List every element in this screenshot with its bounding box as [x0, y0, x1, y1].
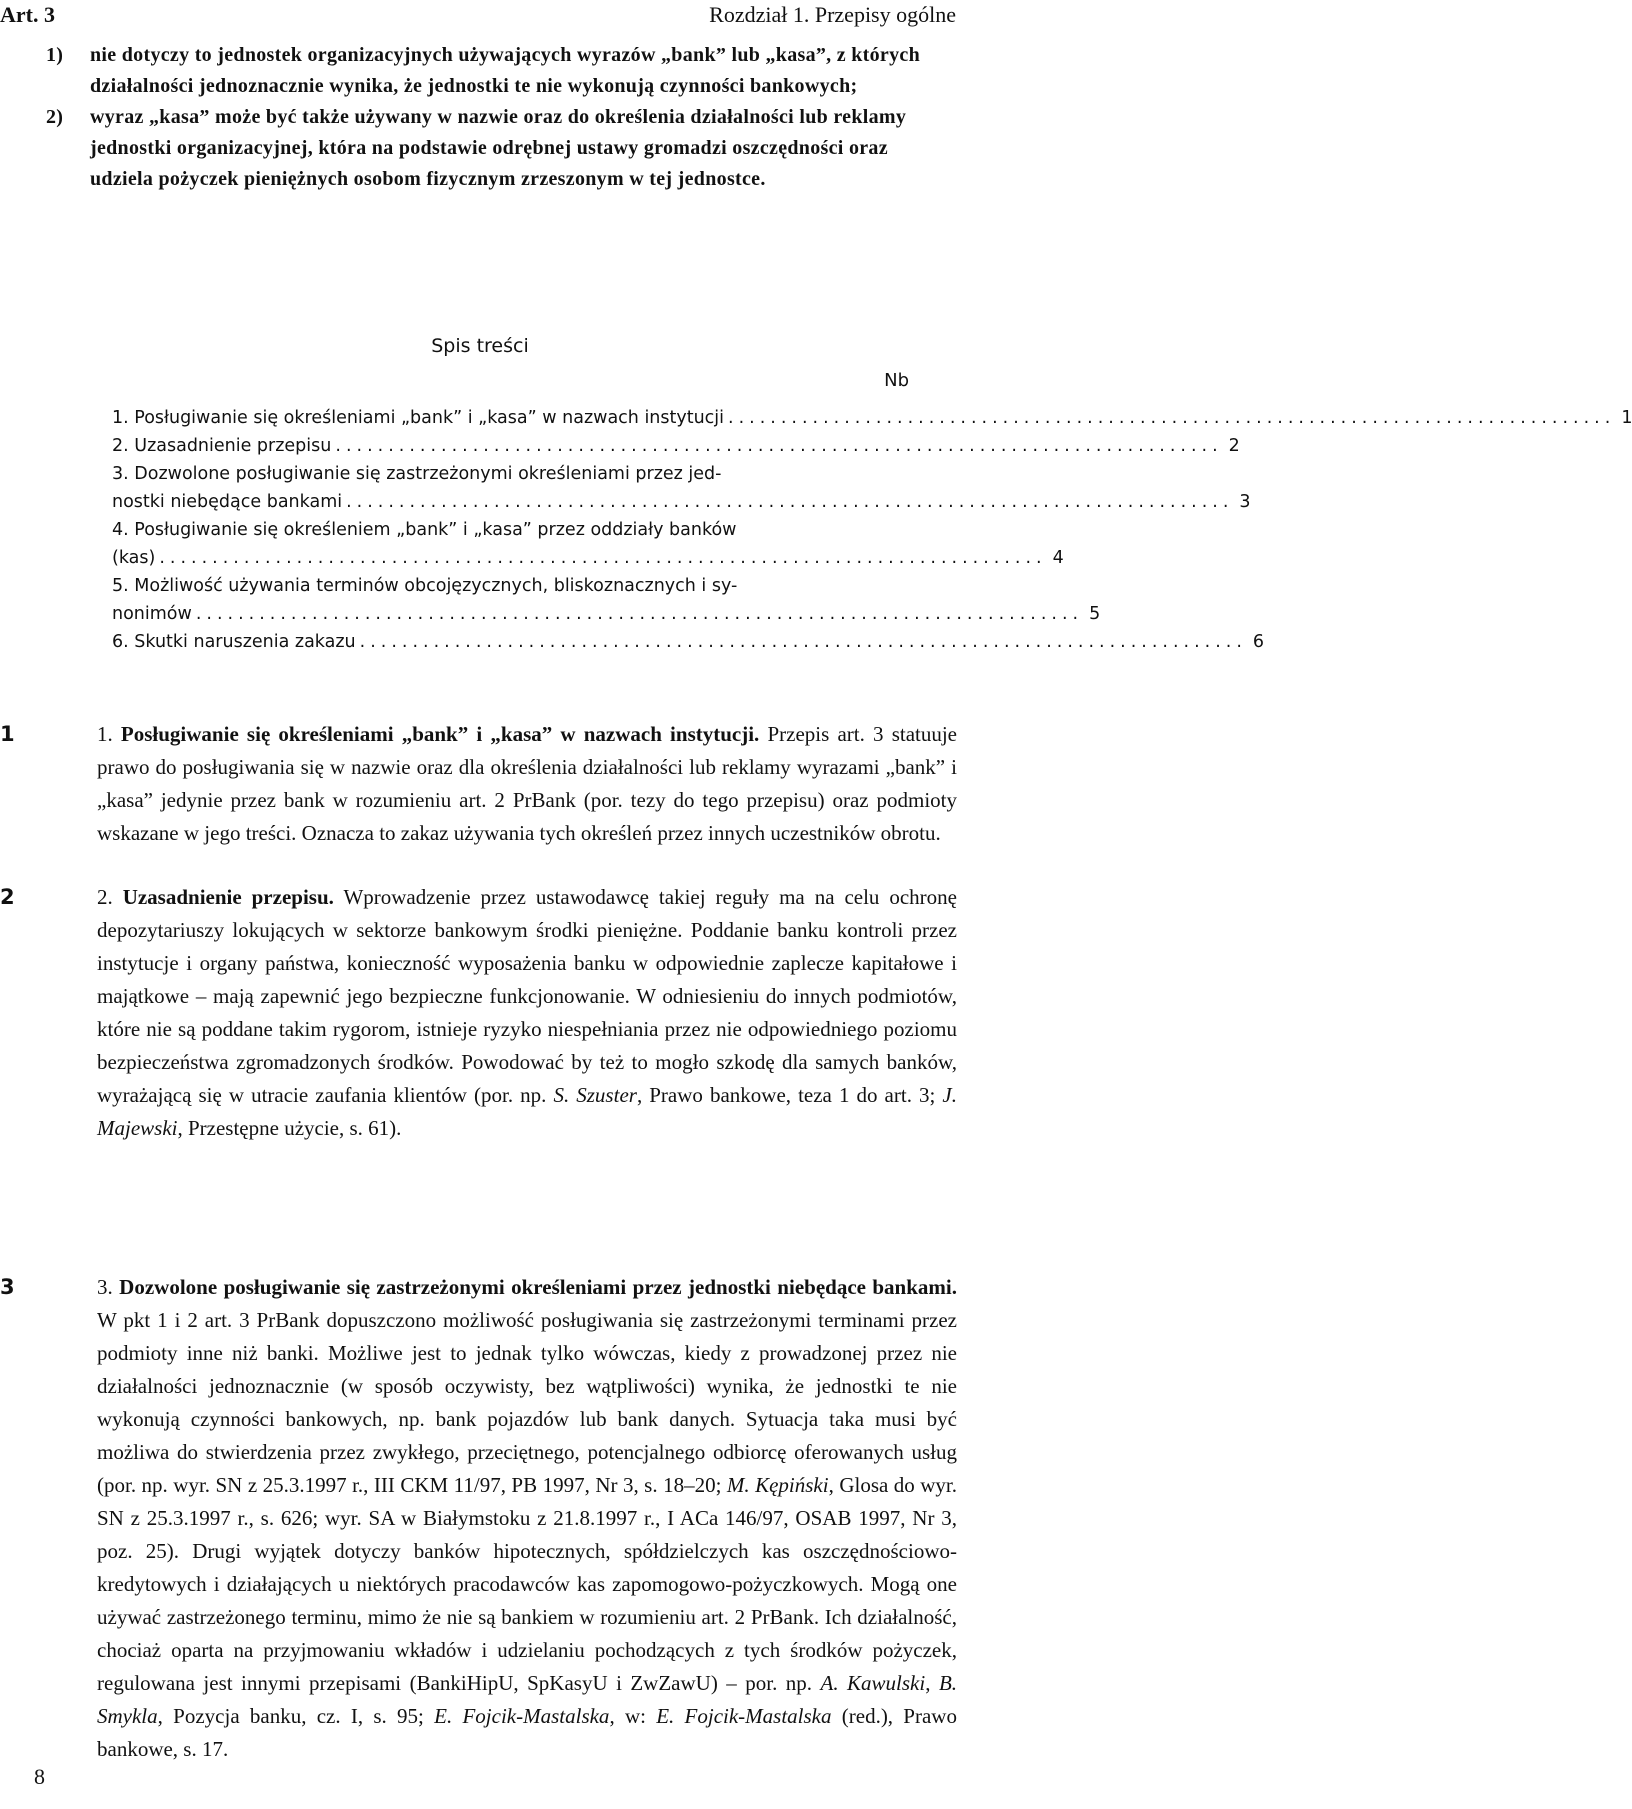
margin-number: 2 — [0, 885, 15, 909]
paragraph-number: 3. — [97, 1275, 113, 1299]
toc-entry-text: 1. Posługiwanie się określeniami „bank” i „kasa” w nazwach instytucji — [112, 408, 725, 428]
author-name: A. Kawulski — [820, 1671, 926, 1695]
paragraph-body: Przepis art. 3 statuuje prawo do posługiwania się w nazwie oraz dla określenia działalności lub reklamy wyrazami „bank” i „kasa” jedynie przez bank w rozumieniu art. 2 PrBank (por. tezy do tego przepisu) oraz podmioty wskazane w jego treści. Oznacza to zakaz używania tych określeń przez innych uczestników obrotu. — [97, 722, 958, 845]
toc-entry-page: 6 — [1252, 632, 1265, 652]
paragraph-number: 1. — [97, 722, 113, 746]
commentary-paragraph — [97, 718, 957, 850]
paragraph-title: Dozwolone posługiwanie się zastrzeżonymi określeniami przez jednostki niebędące bankami. — [119, 1275, 957, 1299]
paragraph-body: W pkt 1 i 2 art. 3 PrBank dopuszczono możliwość posługiwania się zastrzeżonymi terminami przez podmioty inne niż banki. Możliwe jest to jednak tylko wówczas, kiedy z prowadzonej przez nie działalności jednoznacznie (w sposób oczywisty, bez wątpliwości) wynika, że jednostki te nie wykonują czynności bankowych, np. bank pojazdów lub bank danych. Sytuacja taka musi być możliwa do stwierdzenia przez zwykłego, przeciętnego, potencjalnego odbiorcę oferowanych usług (por. np. wyr. SN z 25.3.1997 r., III CKM 11/97, PB 1997, Nr 3, s. 18–20; — [97, 1308, 957, 1497]
reference-text: , — [925, 1671, 939, 1695]
toc-entry[interactable]: 6. Skutki naruszenia zakazu .................................................................................... 6 — [112, 628, 912, 656]
item-text: wyraz „kasa” może być także używany w nazwie oraz do określenia działalności lub reklamy jednostki organizacyjnej, która na podstawie odrębnej ustawy gromadzi oszczędności oraz udziela pożyczek pieniężnych osobom fizycznym zrzeszonym w tej jednostce. — [90, 106, 907, 190]
toc-entry[interactable]: 1. Posługiwanie się określeniami „bank” i „kasa” w nazwach instytucji .................................................................................... 1 — [112, 404, 912, 432]
reference-text: (red.), Prawo bankowe, s. 17. — [97, 1704, 957, 1761]
toc-entry-text: 2. Uzasadnienie przepisu — [112, 436, 332, 456]
reference-text: , Przestępne użycie, s. 61). — [177, 1116, 402, 1140]
paragraph-title: Uzasadnienie przepisu. — [122, 885, 334, 909]
toc-entry[interactable]: 2. Uzasadnienie przepisu .................................................................................... 2 — [112, 432, 912, 460]
toc-entry-page: 1 — [1621, 408, 1632, 428]
toc-entry-page: 5 — [1089, 604, 1101, 624]
statute-item — [46, 40, 954, 102]
toc-entry-text: 6. Skutki naruszenia zakazu — [112, 632, 356, 652]
author-name: S. Szuster — [553, 1083, 637, 1107]
margin-number: 1 — [0, 722, 15, 746]
toc-entry-text: nostki niebędące bankami — [112, 492, 343, 512]
reference-text: , Pozycja banku, cz. I, s. 95; — [157, 1704, 435, 1728]
commentary-paragraph — [97, 1271, 957, 1766]
commentary-paragraph — [97, 881, 957, 1145]
reference-text: , w: — [609, 1704, 657, 1728]
chapter-title: Rozdział 1. Przepisy ogólne — [709, 2, 956, 27]
statute-text — [46, 40, 954, 195]
toc-entry-page: 4 — [1052, 548, 1064, 568]
author-name: E. Fojcik-Mastalska — [434, 1704, 610, 1728]
paragraph-title: Posługiwanie się określeniami „bank” i „kasa” w nazwach instytucji. — [120, 722, 760, 746]
reference-text: , Glosa do wyr. SN z 25.3.1997 r., s. 626; wyr. SA w Białymstoku z 21.8.1997 r., I ACa 146/97, OSAB 1997, Nr 3, poz. 25). Drugi wyjątek dotyczy banków hipotecznych, spółdzielczych kas oszczędnościowo-kredytowych i działających u niektórych pracodawców kas zapomogowo-pożyczkowych. Mogą one używać zastrzeżonego terminu, mimo że nie są bankiem w rozumieniu art. 2 PrBank. Ich działalność, chociaż oparta na przyjmowaniu wkładów i udzielaniu pochodzących z tych środków pożyczek, regulowana jest innymi przepisami (BankiHipU, SpKasyU i ZwZawU) – por. np. — [97, 1473, 958, 1695]
toc-nb-label: Nb — [884, 370, 909, 391]
author-name: E. Fojcik-Mastalska — [656, 1704, 832, 1728]
toc-entry-page: 2 — [1228, 436, 1240, 456]
author-name: B. Smykla — [97, 1671, 958, 1728]
toc-entry-text: nonimów — [112, 604, 192, 624]
toc-entry-text: 4. Posługiwanie się określeniem „bank” i „kasa” przez oddziały banków — [112, 520, 737, 540]
toc-entry-text: 5. Możliwość używania terminów obcojęzycznych, bliskoznacznych i sy- — [112, 576, 738, 596]
toc-entry[interactable]: 3. Dozwolone posługiwanie się zastrzeżonymi określeniami przez jed- nostki niebędące bankami .................................................................................... 3 — [112, 460, 912, 516]
toc-title: Spis treści — [431, 335, 529, 357]
reference-text: , Prawo bankowe, teza 1 do art. 3; — [636, 1083, 943, 1107]
toc-entry[interactable]: 4. Posługiwanie się określeniem „bank” i „kasa” przez oddziały banków (kas) .................................................................................... 4 — [112, 516, 912, 572]
author-name: J. Majewski — [97, 1083, 957, 1140]
statute-item — [46, 102, 954, 195]
author-name: M. Kępiński — [726, 1473, 829, 1497]
toc-entry[interactable]: 5. Możliwość używania terminów obcojęzycznych, bliskoznacznych i sy- nonimów .................................................................................... 5 — [112, 572, 912, 628]
paragraph-body: Wprowadzenie przez ustawodawcę takiej reguły ma na celu ochronę depozytariuszy lokujących w sektorze bankowym środki pieniężne. Poddanie banku kontroli przez instytucje i organy państwa, konieczność wyposażenia banku w odpowiednie zaplecze kapitałowe i majątkowe – mają zapewnić jego bezpieczne funkcjonowanie. W odniesieniu do innych podmiotów, które nie są poddane takim rygorom, istnieje ryzyko niespełniania przez nie odpowiedniego poziomu bezpieczeństwa zgromadzonych środków. Powodować by też to mogło szkodę dla samych banków, wyrażającą się w utracie zaufania klientów (por. np. — [97, 885, 957, 1107]
paragraph-number: 2. — [97, 885, 113, 909]
toc-entry-page: 3 — [1239, 492, 1251, 512]
margin-number: 3 — [0, 1275, 15, 1299]
toc-entry-text: (kas) — [112, 548, 156, 568]
running-header — [0, 0, 960, 30]
item-number: 2) — [46, 106, 64, 128]
toc-entry-text: 3. Dozwolone posługiwanie się zastrzeżonymi określeniami przez jed- — [112, 464, 722, 484]
article-label: Art. 3 — [0, 2, 55, 27]
item-text: nie dotyczy to jednostek organizacyjnych używających wyrazów „bank” lub „kasa”, z których działalności jednoznacznie wynika, że jednostki te nie wykonują czynności bankowych; — [90, 44, 921, 97]
item-number: 1) — [46, 44, 64, 66]
page-number: 8 — [34, 1764, 45, 1789]
